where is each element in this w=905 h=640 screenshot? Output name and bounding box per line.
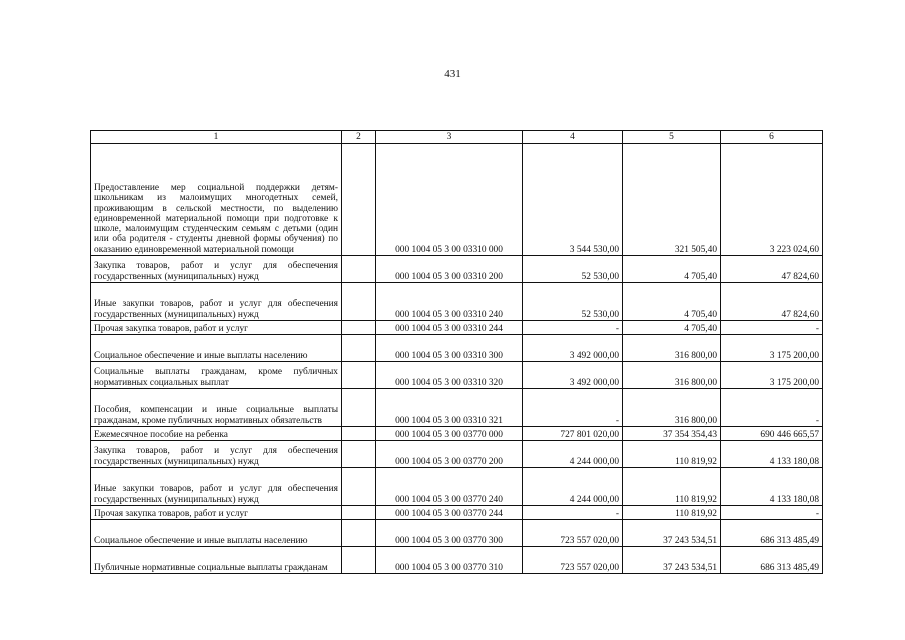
col-header-6: 6	[721, 131, 823, 144]
row-name: Закупка товаров, работ и услуг для обеспечения государственных (муниципальных) нужд	[91, 441, 342, 468]
row-value-5: 37 243 534,51	[623, 520, 721, 547]
row-name: Социальные выплаты гражданам, кроме публичных нормативных социальных выплат	[91, 362, 342, 389]
row-value-6: 686 313 485,49	[721, 547, 823, 574]
row-value-6: -	[721, 321, 823, 335]
col-header-5: 5	[623, 131, 721, 144]
row-value-5: 110 819,92	[623, 506, 721, 520]
table-row	[91, 427, 823, 441]
row-name: Предоставление мер социальной поддержки детям-школьникам из малоимущих многодетных семей, проживающим в сельской местности, по выделению единовременной материальной помощи при подготовке к школе, малоимущим студенческим семьям с детьми (один или оба родителя - студенты дневной формы обучения) по оказанию единовременной материальной помощи	[91, 144, 342, 256]
row-code: 000 1004 05 3 00 03770 240	[376, 468, 523, 506]
table-row	[91, 362, 823, 389]
row-value-4: 4 244 000,00	[523, 441, 623, 468]
row-code: 000 1004 05 3 00 03770 000	[376, 427, 523, 441]
row-value-6: -	[721, 506, 823, 520]
row-name: Закупка товаров, работ и услуг для обеспечения государственных (муниципальных) нужд	[91, 256, 342, 283]
row-value-5: 316 800,00	[623, 335, 721, 362]
row-name: Социальное обеспечение и иные выплаты населению	[91, 520, 342, 547]
row-value-6: 3 223 024,60	[721, 144, 823, 256]
row-value-4: 4 244 000,00	[523, 468, 623, 506]
row-value-5: 4 705,40	[623, 283, 721, 321]
row-value-5: 110 819,92	[623, 441, 721, 468]
row-value-4: -	[523, 389, 623, 427]
table-row	[91, 144, 823, 256]
row-col2	[342, 427, 376, 441]
row-value-6: 3 175 200,00	[721, 362, 823, 389]
row-value-6: 47 824,60	[721, 283, 823, 321]
row-value-6: -	[721, 389, 823, 427]
row-name: Публичные нормативные социальные выплаты гражданам	[91, 547, 342, 574]
table-row	[91, 506, 823, 520]
row-code: 000 1004 05 3 00 03770 300	[376, 520, 523, 547]
row-col2	[342, 144, 376, 256]
row-code: 000 1004 05 3 00 03310 300	[376, 335, 523, 362]
row-code: 000 1004 05 3 00 03310 240	[376, 283, 523, 321]
row-code: 000 1004 05 3 00 03310 321	[376, 389, 523, 427]
table-row	[91, 321, 823, 335]
table-row	[91, 547, 823, 574]
row-col2	[342, 520, 376, 547]
row-name: Пособия, компенсации и иные социальные выплаты гражданам, кроме публичных нормативных обязательств	[91, 389, 342, 427]
table-row	[91, 283, 823, 321]
row-value-5: 37 354 354,43	[623, 427, 721, 441]
page-number: 431	[444, 68, 461, 80]
col-header-3: 3	[376, 131, 523, 144]
row-col2	[342, 321, 376, 335]
row-value-4: -	[523, 321, 623, 335]
row-value-5: 110 819,92	[623, 468, 721, 506]
row-value-6: 3 175 200,00	[721, 335, 823, 362]
row-col2	[342, 256, 376, 283]
row-value-4: 52 530,00	[523, 256, 623, 283]
row-code: 000 1004 05 3 00 03310 244	[376, 321, 523, 335]
row-name: Иные закупки товаров, работ и услуг для обеспечения государственных (муниципальных) нужд	[91, 468, 342, 506]
row-code: 000 1004 05 3 00 03310 000	[376, 144, 523, 256]
row-code: 000 1004 05 3 00 03770 244	[376, 506, 523, 520]
row-value-4: -	[523, 506, 623, 520]
row-col2	[342, 506, 376, 520]
row-value-4: 723 557 020,00	[523, 520, 623, 547]
row-value-4: 52 530,00	[523, 283, 623, 321]
row-code: 000 1004 05 3 00 03770 310	[376, 547, 523, 574]
row-col2	[342, 389, 376, 427]
table-row	[91, 441, 823, 468]
row-value-5: 4 705,40	[623, 321, 721, 335]
row-value-4: 3 544 530,00	[523, 144, 623, 256]
col-header-2: 2	[342, 131, 376, 144]
row-code: 000 1004 05 3 00 03310 320	[376, 362, 523, 389]
row-col2	[342, 335, 376, 362]
col-header-4: 4	[523, 131, 623, 144]
row-value-5: 316 800,00	[623, 362, 721, 389]
row-value-5: 321 505,40	[623, 144, 721, 256]
row-name: Прочая закупка товаров, работ и услуг	[91, 506, 342, 520]
row-value-6: 686 313 485,49	[721, 520, 823, 547]
col-header-1: 1	[91, 131, 342, 144]
table-row	[91, 256, 823, 283]
budget-table	[90, 130, 823, 574]
row-value-5: 4 705,40	[623, 256, 721, 283]
row-value-6: 4 133 180,08	[721, 468, 823, 506]
row-value-4: 3 492 000,00	[523, 335, 623, 362]
row-name: Прочая закупка товаров, работ и услуг	[91, 321, 342, 335]
row-value-5: 37 243 534,51	[623, 547, 721, 574]
row-value-6: 4 133 180,08	[721, 441, 823, 468]
row-col2	[342, 283, 376, 321]
row-code: 000 1004 05 3 00 03310 200	[376, 256, 523, 283]
header-row	[91, 131, 823, 144]
table-row	[91, 335, 823, 362]
table-row	[91, 389, 823, 427]
row-value-6: 47 824,60	[721, 256, 823, 283]
row-col2	[342, 441, 376, 468]
row-col2	[342, 547, 376, 574]
table-row	[91, 468, 823, 506]
row-value-4: 3 492 000,00	[523, 362, 623, 389]
row-value-4: 727 801 020,00	[523, 427, 623, 441]
row-value-4: 723 557 020,00	[523, 547, 623, 574]
row-value-5: 316 800,00	[623, 389, 721, 427]
row-name: Социальное обеспечение и иные выплаты населению	[91, 335, 342, 362]
row-col2	[342, 468, 376, 506]
row-name: Иные закупки товаров, работ и услуг для обеспечения государственных (муниципальных) нужд	[91, 283, 342, 321]
row-code: 000 1004 05 3 00 03770 200	[376, 441, 523, 468]
row-col2	[342, 362, 376, 389]
row-value-6: 690 446 665,57	[721, 427, 823, 441]
row-name: Ежемесячное пособие на ребенка	[91, 427, 342, 441]
table-row	[91, 520, 823, 547]
